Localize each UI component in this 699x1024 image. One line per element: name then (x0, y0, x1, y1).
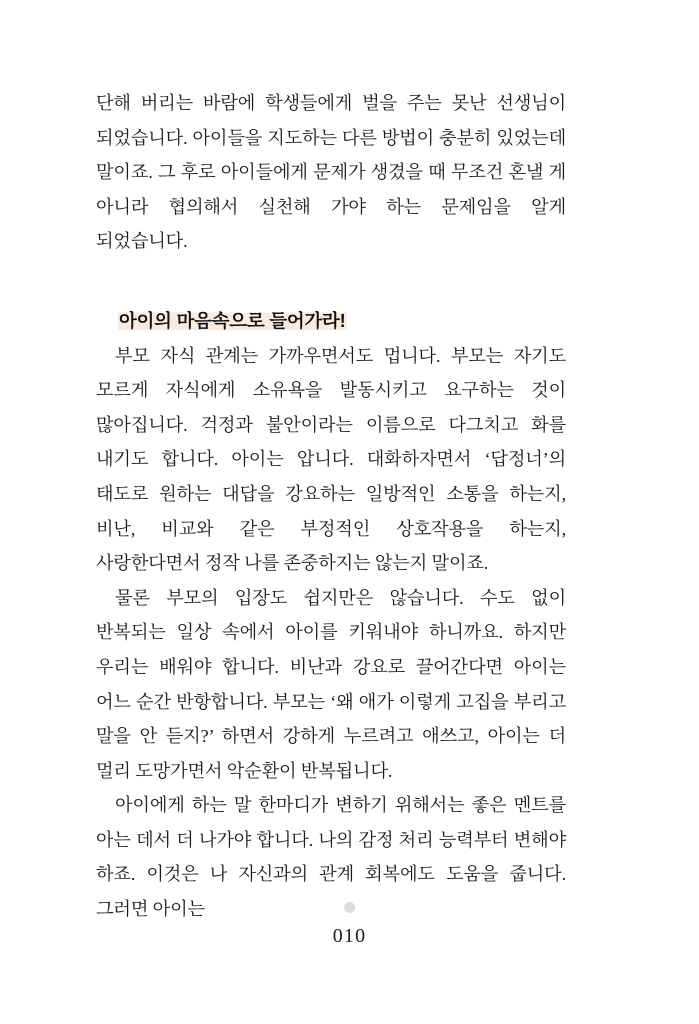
page-footer (0, 902, 699, 946)
paragraph-4: 아이에게 하는 말 한마디가 변하기 위해서는 좋은 멘트를 아는 데서 더 나가야 합니다. 나의 감정 처리 능력부터 변해야 하죠. 이것은 나 자신과의 관계 회복에도 도움을 줍니다. 그러면 아이는 (96, 795, 566, 920)
page-text-block (96, 86, 566, 927)
paragraph-2: 부모 자식 관계는 가까우면서도 멉니다. 부모는 자기도 모르게 자식에게 소유욕을 발동시키고 요구하는 것이 많아집니다. 걱정과 불안이라는 이름으로 다그치고 화를 내기도 합니다. 아이는 압니다. 대화하자면서 ‘답정너’의 태도로 원하는 대답을 강요하는 일방적인 소통을 하는지, 비난, 비교와 같은 부정적인 상호작용을 하는지, 사랑한다면서 정작 나를 존중하지는 않는지 말이죠. (96, 345, 566, 574)
page-number: 010 (332, 925, 367, 947)
dot-ornament-icon (344, 902, 355, 913)
paragraph-continuation: 단해 버리는 바람에 학생들에게 벌을 주는 못난 선생님이 되었습니다. 아이들을 지도하는 다른 방법이 충분히 있었는데 말이죠. 그 후로 아이들에게 문제가 생겼을 때 무조건 혼낼 게 아니라 협의해서 실천해 가야 하는 문제임을 알게 되었습니다. (96, 93, 566, 252)
paragraph-3: 물론 부모의 입장도 쉽지만은 않습니다. 수도 없이 반복되는 일상 속에서 아이를 키워내야 하니까요. 하지만 우리는 배워야 합니다. 비난과 강요로 끌어간다면 아이는 어느 순간 반항합니다. 부모는 ‘왜 애가 이렇게 고집을 부리고 말을 안 듣지?’ 하면서 강하게 누르려고 애쓰고, 아이는 더 멀리 도망가면서 악순환이 반복됩니다. (96, 587, 566, 781)
heading-spacer-above (96, 259, 566, 304)
section-heading-highlight: 아이의 마음속으로 들어가라! (119, 309, 346, 331)
section-heading (96, 304, 566, 339)
